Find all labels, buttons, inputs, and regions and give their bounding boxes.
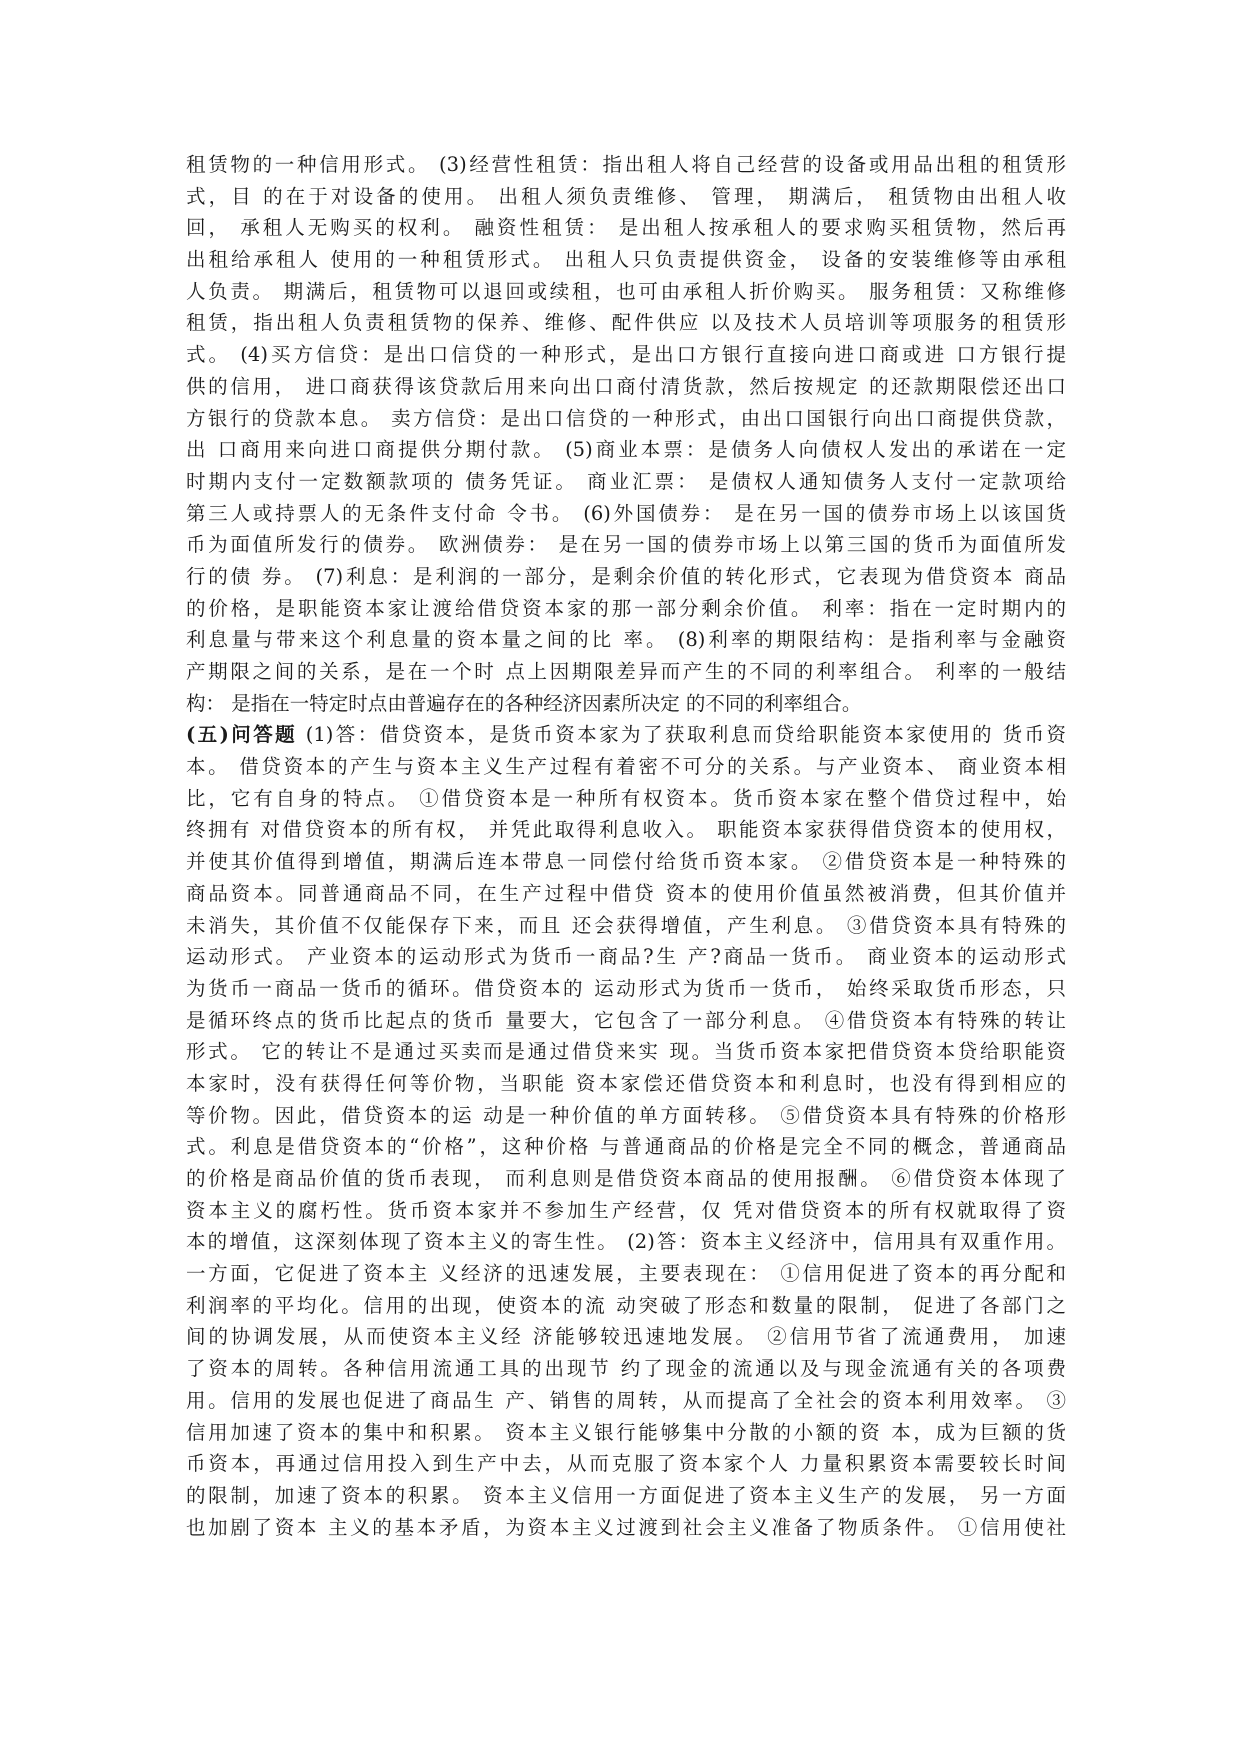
text-line: 是循环终点的货币比起点的货币 量要大，它包含了一部分利息。 ④借贷资本有特殊的转让 [186,1008,1066,1032]
text-line: 行的债 券。 (7)利息：是利润的一部分，是剩余价值的转化形式，它表现为借贷资本 商品 [186,564,1066,588]
text-line: 时期内支付一定数额款项的 债务凭证。 商业汇票： 是债权人通知债务人支付一定款项给 [186,469,1066,493]
text-line: 币资本，再通过信用投入到生产中去，从而克服了资本家个人 力量积累资本需要较长时间 [186,1452,1066,1476]
text-line: 租赁，指出租人负责租赁物的保养、维修、配件供应 以及技术人员培训等项服务的租赁形 [186,311,1066,335]
text-line: 的价格是商品价值的货币表现， 而利息则是借贷资本商品的使用报酬。 ⑥借贷资本体现了 [186,1167,1066,1190]
text-line: 等价物。因此，借贷资本的运 动是一种价值的单方面转移。 ⑤借贷资本具有特殊的价格形 [186,1103,1066,1127]
text-line: 产期限之间的关系，是在一个时 点上因期限差异而产生的不同的利率组合。 利率的一般结 [186,660,1066,683]
text-line: 信用加速了资本的集中和积累。 资本主义银行能够集中分散的小额的资 本，成为巨额的货 [186,1420,1066,1444]
text-line: 间的协调发展，从而使资本主义经 济能够较迅速地发展。 ②信用节省了流通费用， 加速 [186,1325,1066,1349]
text-line: 租赁物的一种信用形式。 (3)经营性租赁：指出租人将自己经营的设备或用品出租的租赁形 [186,153,1066,176]
text-line: 人负责。 期满后，租赁物可以退回或续租，也可由承租人折价购买。 服务租赁：又称维修 [186,279,1066,303]
text-line: 利润率的平均化。信用的出现，使资本的流 动突破了形态和数量的限制， 促进了各部门之 [186,1293,1066,1317]
text-line: 利息量与带来这个利息量的资本量之间的比 率。 (8)利率的期限结构：是指利率与金融资 [186,628,1066,652]
text-line: 方银行的贷款本息。 卖方信贷：是出口信贷的一种形式，由出口国银行向出口商提供贷款， [186,406,1066,430]
text-line: 式。 (4)买方信贷：是出口信贷的一种形式，是出口方银行直接向进口商或进 口方银行提 [186,343,1066,367]
text-line: 并使其价值得到增值，期满后连本带息一同偿付给货币资本家。 ②借贷资本是一种特殊的 [186,850,1066,874]
text-line: 第三人或持票人的无条件支付命 令书。 (6)外国债券： 是在另一国的债券市场上以该国货 [186,501,1066,525]
text-line: 未消失，其价值不仅能保存下来，而且 还会获得增值，产生利息。 ③借贷资本具有特殊的 [186,913,1066,937]
text-line: 供的信用， 进口商获得该贷款后用来向出口商付清货款，然后按规定 的还款期限偿还出口 [186,374,1066,398]
text-line: 用。信用的发展也促进了商品生 产、销售的周转，从而提高了全社会的资本利用效率。 ③ [186,1388,1066,1412]
text-line: 式。利息是借贷资本的“价格”，这种价格 与普通商品的价格是完全不同的概念，普通商品 [186,1135,1066,1159]
text-line: 出 口商用来向进口商提供分期付款。 (5)商业本票：是债务人向债权人发出的承诺在一定 [186,438,1066,462]
text-line: 本的增值，这深刻体现了资本主义的寄生性。 (2)答：资本主义经济中，信用具有双重作用。 [186,1230,1066,1254]
text-line: 本。 借贷资本的产生与资本主义生产过程有着密不可分的关系。与产业资本、 商业资本相 [186,755,1066,779]
text-line: 也加剧了资本 主义的基本矛盾，为资本主义过渡到社会主义准备了物质条件。 ①信用使社 [186,1515,1066,1539]
text-line: 式，目 的在于对设备的使用。 出租人须负责维修、 管理， 期满后， 租赁物由出租人收 [186,184,1066,208]
text-line: 为货币一商品一货币的循环。借贷资本的 运动形式为货币一货币， 始终采取货币形态，只 [186,976,1066,1000]
text-line: 的价格，是职能资本家让渡给借贷资本家的那一部分剩余价值。 利率：指在一定时期内的 [186,596,1066,620]
text-line: 商品资本。同普通商品不同，在生产过程中借贷 资本的使用价值虽然被消费，但其价值并 [186,881,1066,905]
section-heading-line [186,719,1066,751]
text-line: 构： 是指在一特定时点由普遍存在的各种经济因素所决定 的不同的利率组合。 [186,691,862,715]
text-line: 比，它有自身的特点。 ①借贷资本是一种所有权资本。货币资本家在整个借贷过程中，始 [186,786,1066,810]
text-line: 资本主义的腐朽性。货币资本家并不参加生产经营，仅 凭对借贷资本的所有权就取得了资 [186,1198,1066,1222]
text-line: 出租给承租人 使用的一种租赁形式。 出租人只负责提供资金， 设备的安装维修等由承租 [186,248,1066,272]
text-line: 的限制，加速了资本的积累。 资本主义信用一方面促进了资本主义生产的发展， 另一方面 [186,1483,1066,1507]
text-line: 回， 承租人无购买的权利。 融资性租赁： 是出租人按承租人的要求购买租赁物，然后再 [186,216,1066,240]
text-line: 一方面，它促进了资本主 义经济的迅速发展，主要表现在： ①信用促进了资本的再分配和 [186,1262,1066,1286]
text-line: 终拥有 对借贷资本的所有权， 并凭此取得利息收入。 职能资本家获得借贷资本的使用权， [186,818,1066,842]
text-line: 运动形式。 产业资本的运动形式为货币一商品?生 产?商品一货币。 商业资本的运动形式 [186,945,1066,969]
text-line: 了资本的周转。各种信用流通工具的出现节 约了现金的流通以及与现金流通有关的各项费 [186,1357,1066,1381]
text-line: 本家时，没有获得任何等价物，当职能 资本家偿还借贷资本和利息时，也没有得到相应的 [186,1071,1066,1095]
body-text [186,149,1066,1543]
section-heading: (五)问答题 [186,723,298,747]
text-line: 形式。 它的转让不是通过买卖而是通过借贷来实 现。当货币资本家把借贷资本贷给职能资 [186,1040,1066,1064]
text-line: 币为面值所发行的债券。 欧洲债券： 是在另一国的债券市场上以第三国的货币为面值所发 [186,533,1066,557]
text-line-tail: (1)答：借贷资本，是货币资本家为了获取利息而贷给职能资本家使用的 货币资 [305,723,1066,747]
